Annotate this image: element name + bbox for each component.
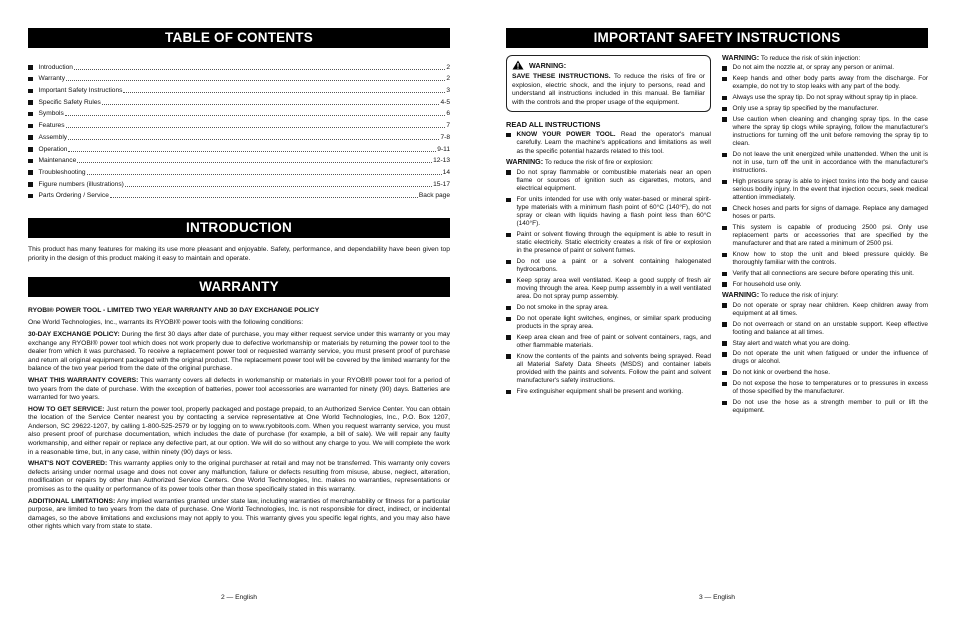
warning-triangle-icon (512, 60, 524, 70)
list-item-text: Know the contents of the paints and solvents being sprayed. Read all Material Safety Data Sheets (MSDS) and container labels provided with the paints and solvents. Follow the paint and solvent manufacturer's safety instructions. (516, 352, 711, 384)
toc-title: TABLE OF CONTENTS (28, 28, 450, 48)
warranty-intro: One World Technologies, Inc., warrants its RYOBI® power tools with the following conditions: (28, 319, 304, 327)
injury-list (722, 302, 928, 415)
fire-warning-text: To reduce the risk of fire or explosion: (543, 159, 653, 167)
toc-page: 14 (442, 168, 450, 176)
list-item (722, 116, 928, 149)
list-item (506, 388, 711, 396)
warranty-section-label: WHAT'S NOT COVERED: (28, 460, 108, 468)
list-item-text: Do not overreach or stand on an unstable support. Keep effective footing and balance at all times. (732, 320, 928, 336)
warranty-section-text: This warranty applies only to the original purchaser at retail and may not be transferred. This warranty only covers defects arising under normal usage and does not cover any malfunction, failure or defects resulting from misuse, abuse, neglect, alteration, modification or repairs by other than Authorized Service Centers. One World Technologies, Inc. makes no warranties, representations or promises as to the quality or performance of its power tools other than those specifically stated in this warranty. (28, 460, 450, 493)
list-item (506, 277, 711, 301)
list-item (722, 251, 928, 267)
list-item (722, 380, 928, 396)
list-item (722, 64, 928, 72)
list-item (722, 94, 928, 102)
list-item-text: Do not operate or spray near children. Keep children away from equipment at all times. (732, 301, 928, 317)
list-item-text: Fire extinguisher equipment shall be present and working. (516, 387, 684, 395)
toc-page: 2 (446, 63, 450, 71)
toc-row (28, 83, 450, 95)
warranty-paragraph (28, 460, 450, 494)
toc-title: Parts Ordering / Service (38, 192, 109, 200)
warranty-title: WARRANTY (28, 277, 450, 297)
table-of-contents (28, 60, 450, 200)
toc-row (28, 95, 450, 107)
toc-row (28, 142, 450, 154)
list-item-text: Keep spray area well ventilated. Keep a good supply of fresh air moving through the area. Keep pump assembly in a well ventilated area. Do not spray pump assembly. (516, 276, 711, 301)
warranty-section-label: 30-DAY EXCHANGE POLICY: (28, 331, 120, 339)
list-item (722, 281, 928, 289)
list-item (506, 334, 711, 350)
list-item-text: Keep hands and other body parts away from the discharge. For example, do not try to stop leaks with any part of the body. (732, 75, 928, 91)
warning-box (506, 55, 711, 112)
toc-page: Back page (418, 192, 450, 200)
toc-title: Figure numbers (illustrations) (38, 180, 124, 188)
list-item-text: Do not operate the unit when fatigued or under the influence of drugs or alcohol. (732, 350, 928, 366)
list-item (722, 205, 928, 221)
list-item (722, 340, 928, 348)
list-item-text: High pressure spray is able to inject toxins into the body and cause serious bodily injury. In the event that injection occurs, seek medical attention immediately. (732, 177, 928, 202)
toc-page: 6 (446, 110, 450, 118)
toc-row (28, 177, 450, 189)
skin-warning-label: WARNING: (722, 53, 760, 62)
list-item-text: Use caution when cleaning and changing spray tips. In the case where the spray tip clogs while spraying, follow the manufacturer's instructions for turning off the unit before removing the spray tip to clean. (732, 115, 928, 148)
toc-title: Troubleshooting (38, 168, 86, 176)
list-item (506, 315, 711, 331)
list-item (722, 178, 928, 202)
list-item-text: Paint or solvent flowing through the equipment is able to result in static electricity. Static electricity creates a risk of fire or explosion in the presence of paint or solvent fumes. (516, 230, 711, 255)
warranty-section-text: Just return the power tool, properly packaged and postage prepaid, to an Authorized Service Center. You can obtain the location of the Service Center nearest you by contacting a service representative at One World Technologies, Inc., P.O. Box 1207, Anderson, SC 29622-1207, by calling 1-800-525-2579 or by logging on to www.ryobitools.com. When you request warranty service, you must also present proof of purchase documentation, which includes the date of purchase (for example, a bill of sale). We will repair any faulty workmanship, and either repair or replace any defective part, at our option. We will do so without any charge to you. We will complete the work in a reasonable time, but, in any case, within ninety (90) days or less. (28, 405, 451, 456)
fire-list (506, 169, 711, 396)
toc-page: 3 (446, 87, 450, 95)
toc-page: 2 (446, 75, 450, 83)
list-item-text: Always use the spray tip. Do not spray without spray tip in place. (732, 94, 918, 102)
toc-title: Operation (38, 145, 68, 153)
list-item-text: Stay alert and watch what you are doing. (732, 339, 850, 347)
list-item (722, 105, 928, 113)
safety-title: IMPORTANT SAFETY INSTRUCTIONS (506, 28, 928, 48)
intro-title: INTRODUCTION (28, 218, 450, 238)
toc-title: Maintenance (38, 157, 77, 165)
list-item (506, 304, 711, 312)
list-item-text: Only use a spray tip specified by the manufacturer. (732, 104, 879, 112)
list-item-text: Do not spray flammable or combustible materials near an open flame or sources of ignition such as cigarettes, motors, and electrical equipment. (516, 168, 711, 192)
read-all-heading: READ ALL INSTRUCTIONS (506, 120, 601, 130)
list-item-text: Check hoses and parts for signs of damage. Replace any damaged hoses or parts. (732, 204, 928, 221)
list-item-text: Do not smoke in the spray area. (516, 303, 609, 311)
list-item-text: Do not kink or overbend the hose. (732, 369, 831, 377)
intro-text: This product has many features for making its use more pleasant and enjoyable. Safety, performance, and dependability have been given top priority in the design of this product making it easy to maintain and operate. (28, 246, 450, 262)
list-item-text: Keep area clean and free of paint or solvent containers, rags, and other flammable materials. (516, 333, 711, 349)
list-item (722, 270, 928, 278)
list-item-text: Do not leave the unit energized while unattended. When the unit is not in use, turn off the unit in accordance with the manufacturer's instructions. (732, 150, 928, 175)
toc-title: Features (38, 122, 65, 130)
list-item-text: Do not operate light switches, engines, or similar spark producing products in the spray area. (516, 314, 711, 330)
list-item (506, 258, 711, 274)
list-item-text: Do not use the hose as a strength member to pull or lift the equipment. (732, 398, 928, 414)
warranty-paragraph (28, 377, 450, 403)
page-number-left: 2 — English (220, 594, 258, 601)
toc-row (28, 130, 450, 142)
list-item-text: For household use only. (732, 280, 802, 288)
toc-title: Specific Safety Rules (38, 98, 101, 106)
warranty-paragraph (28, 406, 450, 457)
list-item (722, 321, 928, 337)
toc-page: 7-8 (440, 133, 450, 141)
list-item (722, 369, 928, 377)
warranty-section-text: During the first 30 days after date of purchase, you may either request service under this warranty or you may exchange any RYOBI® power tool which does not work properly due to defective workmanship or materials by returning the power tool to the dealer from which it was purchased. To receive a replacement power tool or requested warranty service, you must present proof of purchase and return all original equipment packaged with the original product. The replacement power tool will be covered by the limited warranty for the balance of the two year period from the date of the original purchase. (28, 331, 450, 373)
toc-title: Introduction (38, 63, 73, 71)
list-item-text: This system is capable of producing 2500 psi. Only use replacement parts or accessories that are specified by the manufacturer and that are rated a minimum of 2500 psi. (732, 223, 928, 248)
warning-box-label: WARNING: (529, 60, 567, 70)
injury-warning-text: To reduce the risk of injury: (759, 292, 839, 300)
toc-title: Symbols (38, 110, 64, 118)
fire-warning-label: WARNING: (506, 157, 544, 167)
warranty-section-label: ADDITIONAL LIMITATIONS: (28, 497, 116, 505)
toc-row (28, 107, 450, 119)
list-item-text: Verify that all connections are secure before operating this unit. (732, 269, 914, 277)
toc-row (28, 118, 450, 130)
list-item-text: Do not aim the nozzle at, or spray any person or animal. (732, 64, 894, 72)
toc-page: 4-5 (440, 98, 450, 106)
toc-title: Assembly (38, 133, 68, 141)
list-item (722, 302, 928, 318)
right-page (506, 0, 928, 618)
toc-page: 9-11 (437, 145, 450, 153)
toc-row (28, 154, 450, 166)
list-item (722, 350, 928, 366)
toc-title: Warranty (38, 75, 66, 83)
warranty-section-text: This warranty covers all defects in workmanship or materials in your RYOBI® power tool for a period of two years from the date of purchase. With the exception of batteries, power tool accessories are warranted for ninety (90) days. Batteries are warranted for two years. (28, 377, 450, 402)
list-item (722, 75, 928, 91)
warranty-paragraph (28, 331, 450, 374)
toc-row (28, 165, 450, 177)
list-item (506, 231, 711, 255)
safety-left-column (506, 48, 711, 399)
toc-row (28, 60, 450, 72)
list-item (506, 353, 711, 386)
list-item (722, 151, 928, 175)
save-instructions-bold: SAVE THESE INSTRUCTIONS. (512, 73, 611, 80)
list-item-text: Know how to stop the unit and bleed pressure quickly. Be thoroughly familiar with the controls. (732, 250, 928, 267)
safety-right-column (722, 48, 928, 418)
toc-page: 12-13 (433, 157, 450, 165)
know-tool-bold: KNOW YOUR POWER TOOL. (516, 131, 616, 139)
toc-title: Important Safety Instructions (38, 87, 123, 95)
warranty-sections (28, 331, 450, 532)
list-item (506, 169, 711, 193)
warning-box-text: To reduce the risks of fire or explosion, electric shock, and the injury to persons, read and understand all instructions included in this manual. Be familiar with the controls and the proper usage of the equipment. (512, 73, 706, 106)
warranty-section-text: Any implied warranties granted under state law, including warranties of merchantability or fitness for a particular purpose, are limited to two years from the date of purchase. One World Technologies, Inc. is not responsible for direct, indirect, or incidental damages, so the above limitations and exclusions may not apply to you. This warranty gives you specific legal rights, and you may also have other rights which vary from state to state. (28, 497, 450, 531)
toc-row (28, 72, 450, 84)
page-number-right: 3 — English (698, 594, 736, 601)
list-item-text: For units intended for use with only water-based or mineral spirit-type materials with a minimum flash point of 60°C (140°F), do not spray or clean with liquids having a flash point less than 60°C (140°F). (516, 195, 711, 228)
toc-row (28, 189, 450, 201)
list-item (506, 196, 711, 229)
toc-page: 7 (446, 122, 450, 130)
list-item (506, 131, 711, 155)
warranty-paragraph (28, 498, 450, 532)
left-page (28, 0, 450, 618)
list-item (722, 399, 928, 415)
skin-list (722, 64, 928, 288)
skin-warning-text: To reduce the risk of skin injection: (759, 55, 861, 62)
list-item (722, 224, 928, 248)
list-item-text: Do not use a paint or a solvent containing halogenated hydrocarbons. (516, 258, 711, 274)
toc-page: 15-17 (433, 180, 450, 188)
list-item-text: Do not expose the hose to temperatures or to pressures in excess of those specified by the manufacturer. (732, 379, 928, 396)
know-tool-text: Read the operator's manual carefully. Learn the machine's applications and limitations as well as the specific potential hazards related to this tool. (516, 131, 711, 155)
warranty-section-label: HOW TO GET SERVICE: (28, 405, 105, 413)
warranty-heading: RYOBI® POWER TOOL - LIMITED TWO YEAR WARRANTY AND 30 DAY EXCHANGE POLICY (28, 307, 320, 315)
warranty-section-label: WHAT THIS WARRANTY COVERS: (28, 377, 139, 384)
injury-warning-label: WARNING: (722, 290, 760, 300)
